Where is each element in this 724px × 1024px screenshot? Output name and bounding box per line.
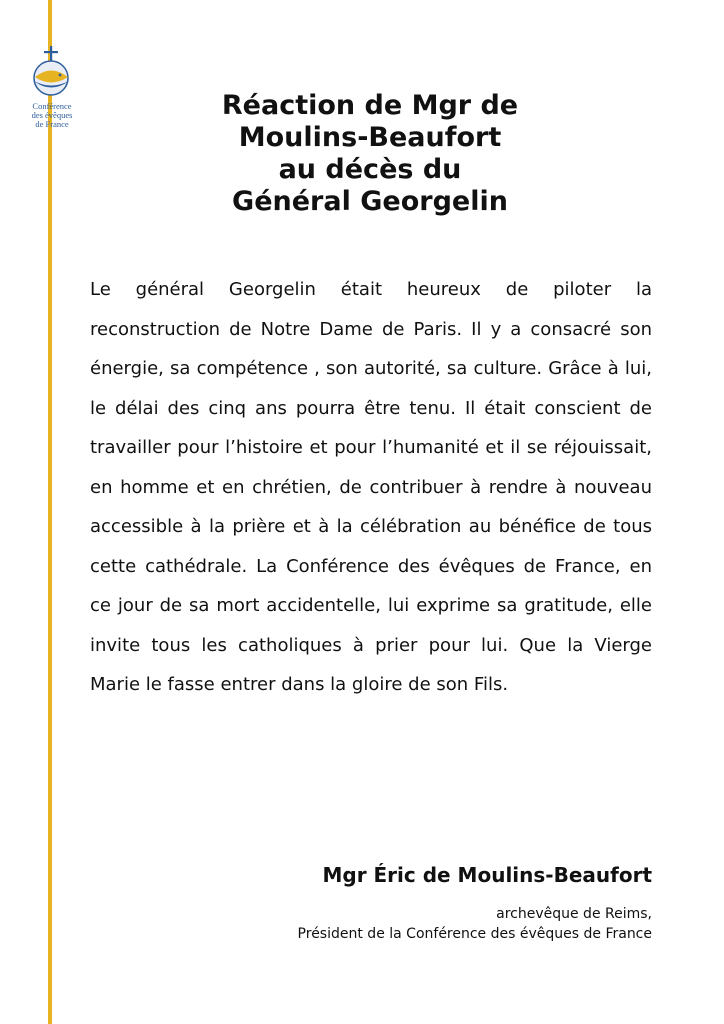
logo-text-line: de France <box>35 119 69 129</box>
title-line: Général Georgelin <box>232 186 508 217</box>
logo-text-line: Conférence <box>32 101 72 111</box>
page-title <box>150 90 590 218</box>
logo-text <box>22 102 82 129</box>
title-line: Moulins-Beaufort <box>238 122 502 153</box>
signatory-role-line: Président de la Conférence des évêques de France <box>297 926 652 942</box>
signature-block <box>152 860 652 944</box>
title-line: au décès du <box>278 154 462 185</box>
cef-logo-icon <box>22 44 82 100</box>
title-line: Réaction de Mgr de <box>221 90 519 121</box>
signatory-role-line: archevêque de Reims, <box>496 906 652 922</box>
signatory-name: Mgr Éric de Moulins-Beaufort <box>322 863 652 887</box>
statement-body: Le général Georgelin était heureux de piloter la reconstruction de Notre Dame de Paris. Il y a consacré son énergie, sa compétence , son autorité, sa culture. Grâce à lui, le délai des cinq ans pourra être tenu. Il était conscient de travailler pour l’histoire et pour l’humanité et il se réjouissait, en homme et en chrétien, de contribuer à rendre à nouveau accessible à la prière et à la célébration au bénéfice de tous cette cathédrale. La Conférence des évêques de France, en ce jour de sa mort accidentelle, lui exprime sa gratitude, elle invite tous les catholiques à prier pour lui. Que la Vierge Marie le fasse entrer dans la gloire de son Fils. <box>90 279 652 695</box>
vertical-gold-rule <box>48 0 52 1024</box>
logo-text-line: des évêques <box>31 110 73 120</box>
cef-logo <box>22 44 82 134</box>
signatory-role <box>152 904 652 944</box>
